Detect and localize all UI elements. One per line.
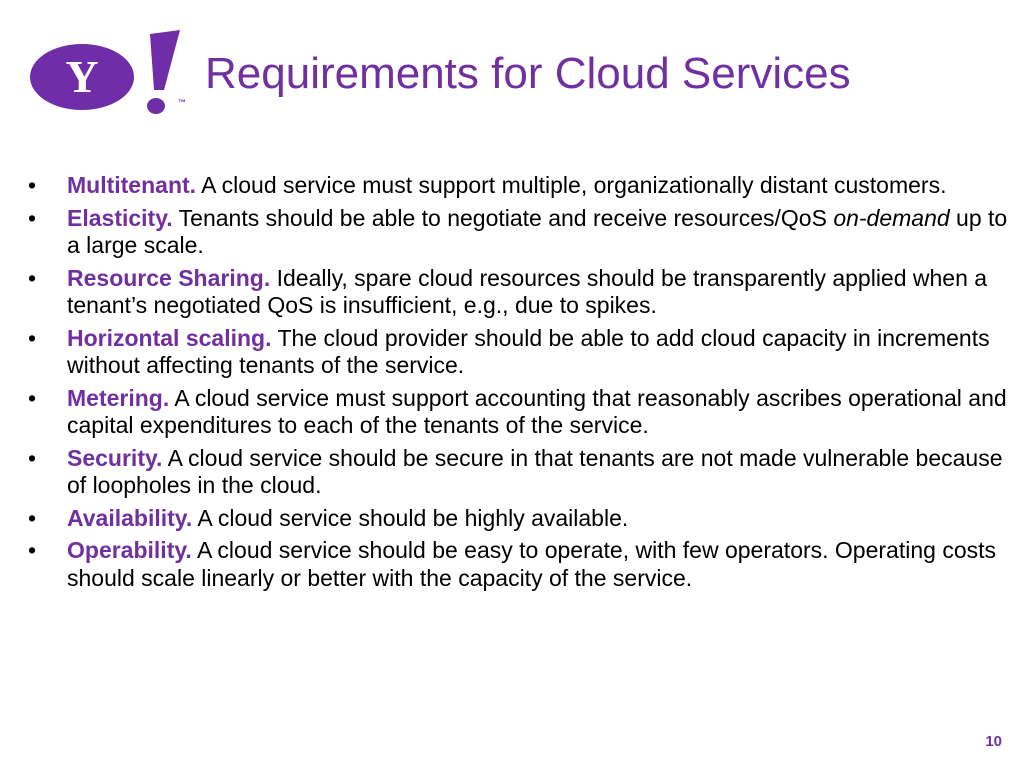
bullet-icon: • (28, 384, 37, 411)
bullet-text: A cloud service should be easy to operate, with few operators. Operating costs should scale linearly or better with the capacity of the service. (67, 537, 996, 591)
bullet-text: A cloud service must support accounting that reasonably ascribes operational and capital expenditures to each of the tenants of the service. (67, 384, 1007, 438)
yahoo-logo (30, 28, 190, 120)
bullet-term: Metering. (67, 384, 170, 411)
list-item (0, 445, 1010, 500)
trademark-symbol: ™ (178, 98, 186, 107)
list-item (0, 172, 1010, 200)
bullet-icon: • (28, 504, 37, 531)
bullet-text: Ideally, spare cloud resources should be transparently applied when a tenant’s negotiated QoS is insufficient, e.g., due to spikes. (67, 264, 988, 318)
list-item (0, 205, 1010, 260)
bullet-term: Operability. (67, 537, 192, 563)
bullet-term: Elasticity. (67, 204, 173, 231)
bullet-text-after: up to a large scale. (67, 204, 1008, 258)
bullet-term: Availability. (67, 504, 193, 531)
bullet-term: Horizontal scaling. (67, 324, 272, 351)
list-item (0, 265, 1010, 320)
list-item (0, 537, 1010, 592)
list-item (0, 325, 1010, 380)
bullet-text: A cloud service must support multiple, organizationally distant customers. (196, 172, 947, 198)
bullet-text: The cloud provider should be able to add cloud capacity in increments without affecting tenants of the service. (67, 324, 990, 378)
bullet-icon: • (28, 444, 37, 471)
slide-title: Requirements for Cloud Services (205, 49, 851, 98)
bullet-term: Security. (67, 444, 163, 471)
bullet-text: A cloud service should be secure in that tenants are not made vulnerable because of loopholes in the cloud. (67, 444, 1003, 498)
exclamation-icon (136, 28, 180, 120)
bullet-icon: • (28, 537, 37, 563)
bullet-icon: • (28, 264, 37, 291)
bullet-text: Tenants should be able to negotiate and receive resources/QoS (172, 204, 834, 231)
requirements-list (0, 172, 1010, 597)
bullet-text: A cloud service should be highly available. (192, 504, 629, 531)
bullet-term: Multitenant. (67, 172, 197, 198)
list-item (0, 505, 1010, 533)
bullet-icon: • (28, 324, 37, 351)
list-item (0, 385, 1010, 440)
bullet-icon: • (28, 204, 37, 231)
bullet-icon: • (28, 172, 37, 198)
page-number: 10 (985, 733, 1002, 750)
bullet-term: Resource Sharing. (67, 264, 271, 291)
bullet-emphasis: on-demand (833, 204, 950, 231)
logo-letter: Y (65, 51, 99, 102)
